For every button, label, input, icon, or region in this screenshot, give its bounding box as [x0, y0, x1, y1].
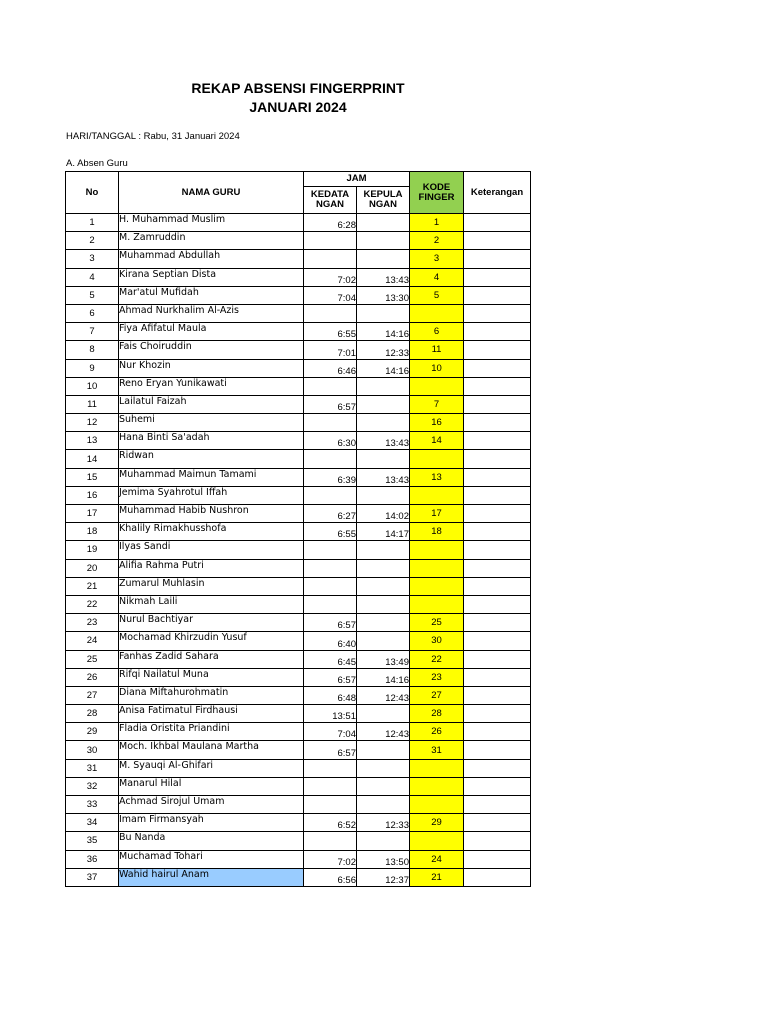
arrival-time-cell[interactable]: 6:57	[304, 668, 357, 686]
teacher-name-cell[interactable]: Ridwan	[119, 450, 304, 468]
teacher-name-cell[interactable]: Moch. Ikhbal Maulana Martha	[119, 741, 304, 759]
arrival-time-cell[interactable]	[304, 414, 357, 432]
finger-code-cell[interactable]	[410, 595, 464, 613]
table-row[interactable]	[66, 705, 531, 723]
arrival-time-cell[interactable]: 7:04	[304, 723, 357, 741]
finger-code-cell[interactable]: 29	[410, 814, 464, 832]
departure-time-cell[interactable]	[357, 595, 410, 613]
row-number[interactable]: 12	[66, 414, 119, 432]
keterangan-cell[interactable]	[464, 432, 531, 450]
keterangan-cell[interactable]	[464, 486, 531, 504]
row-number[interactable]: 3	[66, 250, 119, 268]
row-number[interactable]: 33	[66, 796, 119, 814]
arrival-time-cell[interactable]: 6:56	[304, 868, 357, 886]
teacher-name-cell[interactable]: Fanhas Zadid Sahara	[119, 650, 304, 668]
keterangan-cell[interactable]	[464, 323, 531, 341]
section-label: A. Absen Guru	[66, 158, 128, 169]
arrival-time-cell[interactable]: 6:39	[304, 468, 357, 486]
row-number[interactable]: 21	[66, 577, 119, 595]
arrival-time-cell[interactable]	[304, 250, 357, 268]
finger-code-cell[interactable]: 11	[410, 341, 464, 359]
keterangan-cell[interactable]	[464, 796, 531, 814]
finger-code-cell[interactable]: 28	[410, 705, 464, 723]
teacher-name-cell[interactable]: Manarul Hilal	[119, 777, 304, 795]
table-row[interactable]	[66, 250, 531, 268]
row-number[interactable]: 27	[66, 686, 119, 704]
departure-time-cell[interactable]: 14:17	[357, 523, 410, 541]
row-number[interactable]: 1	[66, 214, 119, 232]
finger-code-cell[interactable]	[410, 759, 464, 777]
arrival-time-cell[interactable]	[304, 304, 357, 322]
finger-code-cell[interactable]: 13	[410, 468, 464, 486]
departure-time-cell[interactable]	[357, 705, 410, 723]
keterangan-cell[interactable]	[464, 577, 531, 595]
teacher-name-cell[interactable]: Fiya Afifatul Maula	[119, 323, 304, 341]
arrival-time-cell[interactable]: 6:28	[304, 214, 357, 232]
departure-time-cell[interactable]: 14:16	[357, 323, 410, 341]
table-row[interactable]	[66, 759, 531, 777]
teacher-name-cell[interactable]: Ahmad Nurkhalim Al-Azis	[119, 304, 304, 322]
keterangan-cell[interactable]	[464, 286, 531, 304]
finger-code-cell[interactable]: 17	[410, 505, 464, 523]
finger-code-cell[interactable]: 5	[410, 286, 464, 304]
keterangan-cell[interactable]	[464, 850, 531, 868]
departure-time-cell[interactable]	[357, 377, 410, 395]
arrival-time-cell[interactable]	[304, 777, 357, 795]
departure-time-cell[interactable]: 13:49	[357, 650, 410, 668]
header-kedatangan	[304, 187, 357, 214]
keterangan-cell[interactable]	[464, 723, 531, 741]
table-row[interactable]	[66, 650, 531, 668]
teacher-name-cell[interactable]: M. Syauqi Al-Ghifari	[119, 759, 304, 777]
teacher-name-cell[interactable]: Achmad Sirojul Umam	[119, 796, 304, 814]
finger-code-cell[interactable]: 25	[410, 614, 464, 632]
keterangan-cell[interactable]	[464, 505, 531, 523]
teacher-name-cell[interactable]: Muchamad Tohari	[119, 850, 304, 868]
table-row[interactable]	[66, 559, 531, 577]
table-row[interactable]	[66, 268, 531, 286]
departure-time-cell[interactable]	[357, 759, 410, 777]
finger-code-cell[interactable]: 10	[410, 359, 464, 377]
departure-time-cell[interactable]	[357, 395, 410, 413]
teacher-name-cell[interactable]: M. Zamruddin	[119, 232, 304, 250]
row-number[interactable]: 19	[66, 541, 119, 559]
teacher-name-cell[interactable]: Kirana Septian Dista	[119, 268, 304, 286]
arrival-time-cell[interactable]	[304, 486, 357, 504]
keterangan-cell[interactable]	[464, 705, 531, 723]
table-row[interactable]	[66, 304, 531, 322]
teacher-name-cell[interactable]: Muhammad Abdullah	[119, 250, 304, 268]
finger-code-cell[interactable]	[410, 796, 464, 814]
teacher-name-cell[interactable]: Zumarul Muhlasin	[119, 577, 304, 595]
row-number[interactable]: 9	[66, 359, 119, 377]
teacher-name-cell[interactable]: Mar'atul Mufidah	[119, 286, 304, 304]
row-number[interactable]: 10	[66, 377, 119, 395]
finger-code-cell[interactable]: 22	[410, 650, 464, 668]
teacher-name-cell[interactable]: Nikmah Laili	[119, 595, 304, 613]
keterangan-cell[interactable]	[464, 341, 531, 359]
departure-time-cell[interactable]	[357, 577, 410, 595]
finger-code-cell[interactable]: 3	[410, 250, 464, 268]
keterangan-cell[interactable]	[464, 759, 531, 777]
finger-code-cell[interactable]: 21	[410, 868, 464, 886]
row-number[interactable]: 24	[66, 632, 119, 650]
keterangan-cell[interactable]	[464, 686, 531, 704]
header-kedatangan-line1: KEDATA	[310, 189, 350, 200]
document-title: REKAP ABSENSI FINGERPRINT	[191, 80, 405, 96]
teacher-name-cell[interactable]: Ilyas Sandi	[119, 541, 304, 559]
finger-code-cell[interactable]: 14	[410, 432, 464, 450]
teacher-name-cell[interactable]: Suhemi	[119, 414, 304, 432]
header-kepulangan	[357, 187, 410, 214]
teacher-name-cell[interactable]: Fladia Oristita Priandini	[119, 723, 304, 741]
finger-code-cell[interactable]	[410, 577, 464, 595]
arrival-time-cell[interactable]: 13:51	[304, 705, 357, 723]
table-row[interactable]	[66, 595, 531, 613]
arrival-time-cell[interactable]: 6:45	[304, 650, 357, 668]
keterangan-cell[interactable]	[464, 777, 531, 795]
finger-code-cell[interactable]	[410, 450, 464, 468]
table-row[interactable]	[66, 614, 531, 632]
teacher-name-cell[interactable]: Reno Eryan Yunikawati	[119, 377, 304, 395]
finger-code-cell[interactable]: 23	[410, 668, 464, 686]
header-kedatangan-line2: NGAN	[316, 199, 344, 210]
keterangan-cell[interactable]	[464, 595, 531, 613]
departure-time-cell[interactable]	[357, 632, 410, 650]
row-number[interactable]: 8	[66, 341, 119, 359]
row-number[interactable]: 2	[66, 232, 119, 250]
departure-time-cell[interactable]: 13:43	[357, 468, 410, 486]
arrival-time-cell[interactable]	[304, 450, 357, 468]
teacher-name-cell[interactable]: Diana Miftahurohmatin	[119, 686, 304, 704]
departure-time-cell[interactable]: 13:50	[357, 850, 410, 868]
row-number[interactable]: 22	[66, 595, 119, 613]
finger-code-cell[interactable]	[410, 832, 464, 850]
header-jam: JAM	[304, 172, 410, 187]
departure-time-cell[interactable]	[357, 250, 410, 268]
row-number[interactable]: 17	[66, 505, 119, 523]
row-number[interactable]: 6	[66, 304, 119, 322]
teacher-name-cell[interactable]: Bu Nanda	[119, 832, 304, 850]
table-row[interactable]	[66, 541, 531, 559]
departure-time-cell[interactable]: 12:33	[357, 341, 410, 359]
finger-code-cell[interactable]: 18	[410, 523, 464, 541]
departure-time-cell[interactable]	[357, 414, 410, 432]
keterangan-cell[interactable]	[464, 304, 531, 322]
keterangan-cell[interactable]	[464, 214, 531, 232]
header-kode-finger	[410, 172, 464, 214]
teacher-name-cell[interactable]: Imam Firmansyah	[119, 814, 304, 832]
keterangan-cell[interactable]	[464, 414, 531, 432]
arrival-time-cell[interactable]	[304, 796, 357, 814]
row-number[interactable]: 13	[66, 432, 119, 450]
table-row[interactable]	[66, 486, 531, 504]
table-row[interactable]	[66, 468, 531, 486]
arrival-time-cell[interactable]: 6:27	[304, 505, 357, 523]
row-number[interactable]: 5	[66, 286, 119, 304]
departure-time-cell[interactable]: 14:16	[357, 359, 410, 377]
row-number[interactable]: 32	[66, 777, 119, 795]
table-row[interactable]	[66, 741, 531, 759]
teacher-name-cell[interactable]: Lailatul Faizah	[119, 395, 304, 413]
keterangan-cell[interactable]	[464, 468, 531, 486]
arrival-time-cell[interactable]: 7:02	[304, 268, 357, 286]
table-row[interactable]	[66, 505, 531, 523]
keterangan-cell[interactable]	[464, 377, 531, 395]
finger-code-cell[interactable]: 2	[410, 232, 464, 250]
keterangan-cell[interactable]	[464, 359, 531, 377]
departure-time-cell[interactable]	[357, 777, 410, 795]
departure-time-cell[interactable]: 13:43	[357, 432, 410, 450]
arrival-time-cell[interactable]: 7:04	[304, 286, 357, 304]
departure-time-cell[interactable]: 12:37	[357, 868, 410, 886]
teacher-name-cell[interactable]: Rifqi Nailatul Muna	[119, 668, 304, 686]
arrival-time-cell[interactable]: 7:01	[304, 341, 357, 359]
row-number[interactable]: 11	[66, 395, 119, 413]
row-number[interactable]: 37	[66, 868, 119, 886]
header-kepulangan-line1: KEPULA	[363, 189, 403, 200]
finger-code-cell[interactable]: 24	[410, 850, 464, 868]
teacher-name-cell[interactable]: Muhammad Habib Nushron	[119, 505, 304, 523]
finger-code-cell[interactable]: 30	[410, 632, 464, 650]
keterangan-cell[interactable]	[464, 832, 531, 850]
header-nama-guru: NAMA GURU	[119, 172, 304, 214]
table-row[interactable]	[66, 323, 531, 341]
teacher-name-cell[interactable]: Nur Khozin	[119, 359, 304, 377]
teacher-name-cell[interactable]: Jemima Syahrotul Iffah	[119, 486, 304, 504]
teacher-name-cell[interactable]: Anisa Fatimatul Firdhausi	[119, 705, 304, 723]
departure-time-cell[interactable]: 13:30	[357, 286, 410, 304]
departure-time-cell[interactable]: 12:43	[357, 686, 410, 704]
keterangan-cell[interactable]	[464, 632, 531, 650]
arrival-time-cell[interactable]: 6:30	[304, 432, 357, 450]
finger-code-cell[interactable]: 31	[410, 741, 464, 759]
row-number[interactable]: 26	[66, 668, 119, 686]
departure-time-cell[interactable]: 12:33	[357, 814, 410, 832]
table-row[interactable]	[66, 232, 531, 250]
row-number[interactable]: 35	[66, 832, 119, 850]
finger-code-cell[interactable]	[410, 486, 464, 504]
row-number[interactable]: 18	[66, 523, 119, 541]
departure-time-cell[interactable]	[357, 232, 410, 250]
finger-code-cell[interactable]: 1	[410, 214, 464, 232]
teacher-name-cell[interactable]: Fais Choiruddin	[119, 341, 304, 359]
arrival-time-cell[interactable]: 6:55	[304, 323, 357, 341]
header-kepulangan-line2: NGAN	[369, 199, 397, 210]
header-kode-line1: KODE	[422, 181, 451, 193]
row-number[interactable]: 16	[66, 486, 119, 504]
header-keterangan: Keterangan	[464, 172, 531, 214]
row-number[interactable]: 20	[66, 559, 119, 577]
arrival-time-cell[interactable]	[304, 232, 357, 250]
keterangan-cell[interactable]	[464, 741, 531, 759]
arrival-time-cell[interactable]	[304, 577, 357, 595]
row-number[interactable]: 4	[66, 268, 119, 286]
table-row[interactable]	[66, 341, 531, 359]
teacher-name-cell[interactable]: Hana Binti Sa'adah	[119, 432, 304, 450]
keterangan-cell[interactable]	[464, 268, 531, 286]
keterangan-cell[interactable]	[464, 868, 531, 886]
arrival-time-cell[interactable]	[304, 832, 357, 850]
teacher-name-cell[interactable]: Mochamad Khirzudin Yusuf	[119, 632, 304, 650]
table-row[interactable]	[66, 414, 531, 432]
departure-time-cell[interactable]: 12:43	[357, 723, 410, 741]
departure-time-cell[interactable]: 14:02	[357, 505, 410, 523]
arrival-time-cell[interactable]	[304, 595, 357, 613]
keterangan-cell[interactable]	[464, 395, 531, 413]
table-row[interactable]	[66, 395, 531, 413]
row-number[interactable]: 25	[66, 650, 119, 668]
table-row[interactable]	[66, 850, 531, 868]
finger-code-cell[interactable]	[410, 304, 464, 322]
row-number[interactable]: 30	[66, 741, 119, 759]
teacher-name-cell[interactable]: H. Muhammad Muslim	[119, 214, 304, 232]
arrival-time-cell[interactable]: 7:02	[304, 850, 357, 868]
keterangan-cell[interactable]	[464, 668, 531, 686]
arrival-time-cell[interactable]	[304, 759, 357, 777]
table-row[interactable]	[66, 450, 531, 468]
finger-code-cell[interactable]: 27	[410, 686, 464, 704]
teacher-name-cell[interactable]: Alifia Rahma Putri	[119, 559, 304, 577]
departure-time-cell[interactable]	[357, 796, 410, 814]
keterangan-cell[interactable]	[464, 232, 531, 250]
departure-time-cell[interactable]	[357, 741, 410, 759]
finger-code-cell[interactable]: 6	[410, 323, 464, 341]
keterangan-cell[interactable]	[464, 541, 531, 559]
departure-time-cell[interactable]	[357, 559, 410, 577]
departure-time-cell[interactable]: 14:16	[357, 668, 410, 686]
departure-time-cell[interactable]	[357, 614, 410, 632]
table-row[interactable]	[66, 777, 531, 795]
table-row[interactable]	[66, 432, 531, 450]
departure-time-cell[interactable]	[357, 304, 410, 322]
row-number[interactable]: 31	[66, 759, 119, 777]
keterangan-cell[interactable]	[464, 559, 531, 577]
finger-code-cell[interactable]	[410, 559, 464, 577]
arrival-time-cell[interactable]: 6:52	[304, 814, 357, 832]
table-row[interactable]	[66, 286, 531, 304]
teacher-name-cell[interactable]: Muhammad Maimun Tamami	[119, 468, 304, 486]
arrival-time-cell[interactable]: 6:48	[304, 686, 357, 704]
departure-time-cell[interactable]	[357, 541, 410, 559]
row-number[interactable]: 34	[66, 814, 119, 832]
row-number[interactable]: 29	[66, 723, 119, 741]
keterangan-cell[interactable]	[464, 650, 531, 668]
row-number[interactable]: 36	[66, 850, 119, 868]
departure-time-cell[interactable]	[357, 450, 410, 468]
keterangan-cell[interactable]	[464, 614, 531, 632]
document-subtitle: JANUARI 2024	[249, 99, 347, 115]
finger-code-cell[interactable]: 4	[410, 268, 464, 286]
row-number[interactable]: 7	[66, 323, 119, 341]
date-line: HARI/TANGGAL : Rabu, 31 Januari 2024	[66, 131, 240, 142]
row-number[interactable]: 14	[66, 450, 119, 468]
arrival-time-cell[interactable]: 6:55	[304, 523, 357, 541]
header-no: No	[66, 172, 119, 214]
teacher-name-cell[interactable]: Wahid hairul Anam	[119, 868, 304, 886]
table-row[interactable]	[66, 523, 531, 541]
table-row[interactable]	[66, 796, 531, 814]
table-row[interactable]	[66, 868, 531, 886]
finger-code-cell[interactable]: 16	[410, 414, 464, 432]
finger-code-cell[interactable]	[410, 541, 464, 559]
finger-code-cell[interactable]	[410, 777, 464, 795]
departure-time-cell[interactable]	[357, 832, 410, 850]
header-kode-line2: FINGER	[418, 191, 455, 203]
table-row[interactable]	[66, 668, 531, 686]
departure-time-cell[interactable]	[357, 214, 410, 232]
teacher-name-cell[interactable]: Khalily Rimakhusshofa	[119, 523, 304, 541]
teacher-name-cell[interactable]: Nurul Bachtiyar	[119, 614, 304, 632]
attendance-table	[65, 171, 531, 887]
row-number[interactable]: 15	[66, 468, 119, 486]
table-row[interactable]	[66, 814, 531, 832]
finger-code-cell[interactable]: 26	[410, 723, 464, 741]
table-row[interactable]	[66, 377, 531, 395]
keterangan-cell[interactable]	[464, 450, 531, 468]
table-row[interactable]	[66, 214, 531, 232]
keterangan-cell[interactable]	[464, 523, 531, 541]
arrival-time-cell[interactable]: 6:57	[304, 395, 357, 413]
table-row[interactable]	[66, 832, 531, 850]
table-row[interactable]	[66, 577, 531, 595]
arrival-time-cell[interactable]: 6:40	[304, 632, 357, 650]
finger-code-cell[interactable]: 7	[410, 395, 464, 413]
arrival-time-cell[interactable]: 6:46	[304, 359, 357, 377]
arrival-time-cell[interactable]	[304, 377, 357, 395]
arrival-time-cell[interactable]: 6:57	[304, 741, 357, 759]
keterangan-cell[interactable]	[464, 814, 531, 832]
table-row[interactable]	[66, 632, 531, 650]
arrival-time-cell[interactable]	[304, 559, 357, 577]
keterangan-cell[interactable]	[464, 250, 531, 268]
table-row[interactable]	[66, 359, 531, 377]
departure-time-cell[interactable]: 13:43	[357, 268, 410, 286]
finger-code-cell[interactable]	[410, 377, 464, 395]
table-row[interactable]	[66, 723, 531, 741]
table-row[interactable]	[66, 686, 531, 704]
departure-time-cell[interactable]	[357, 486, 410, 504]
row-number[interactable]: 23	[66, 614, 119, 632]
row-number[interactable]: 28	[66, 705, 119, 723]
arrival-time-cell[interactable]	[304, 541, 357, 559]
arrival-time-cell[interactable]: 6:57	[304, 614, 357, 632]
